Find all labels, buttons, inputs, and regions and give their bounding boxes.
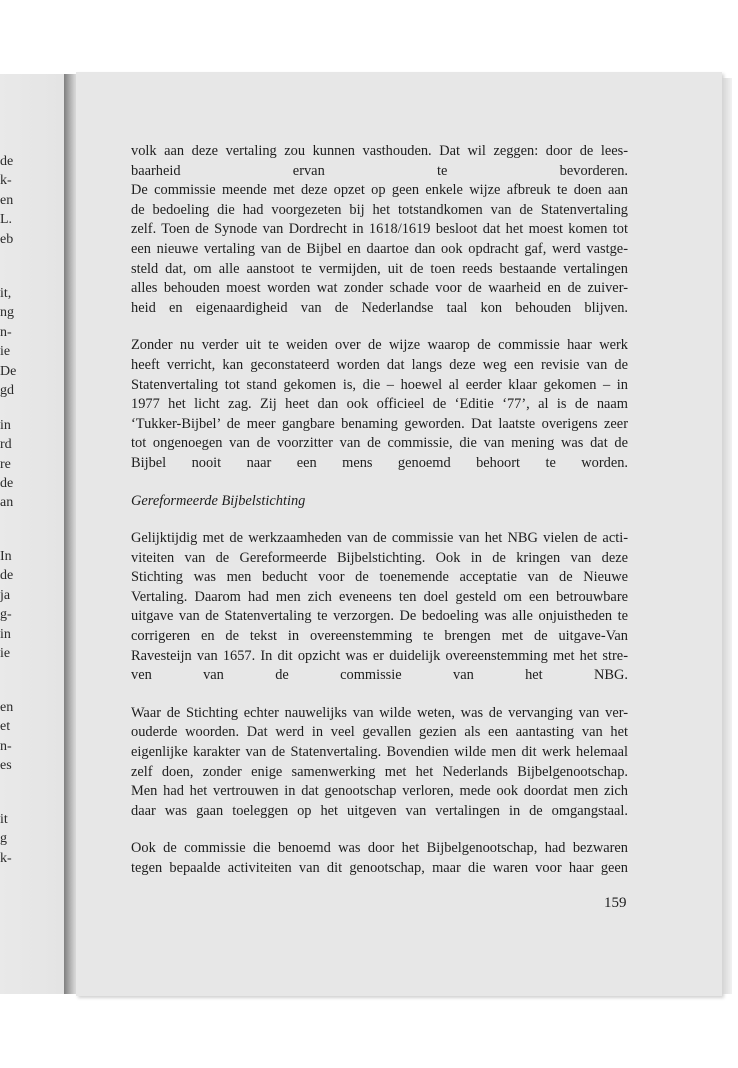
text-line: viteiten van de Gereformeerde Bijbelstichting. Ook in de kringen van deze [131, 549, 628, 566]
left-page-fragment: ng [0, 305, 14, 320]
paragraph-2 [131, 336, 628, 473]
paragraph-3 [131, 529, 628, 686]
text-line: ven van de commissie van het NBG. [131, 667, 628, 684]
text-line: Statenvertaling tot stand gekomen is, die – hoewel al eerder klaar gekomen – in [131, 376, 628, 393]
text-line: Waar de Stichting echter nauwelijks van wilde weten, was de vervanging van ver- [131, 704, 628, 721]
page-number: 159 [604, 895, 627, 911]
left-page-fragment: in [0, 418, 11, 433]
paragraph-5 [131, 839, 628, 878]
text-line: tot ongenoegen van de voorzitter van de commissie, die van mening was dat de [131, 435, 628, 452]
text-line: eigenlijke karakter van de Statenvertaling. Bovendien wilde men dit werk helemaal [131, 744, 628, 761]
text-line: Bijbel nooit naar een mens genoemd behoort te worden. [131, 454, 628, 471]
text-line: daar was gaan toeleggen op het uitgeven van vertalingen in de omgangstaal. [131, 802, 628, 819]
text-line: Ravesteijn van 1657. In dit opzicht was er duidelijk overeenstemming met het stre- [131, 647, 628, 664]
left-page-fragment: De [0, 364, 17, 379]
left-page-fragment: k- [0, 851, 12, 866]
text-line: baarheid ervan te bevorderen. [131, 162, 628, 179]
text-line: heeft verricht, kan geconstateerd worden dat langs deze weg een revisie van de [131, 356, 628, 373]
page-edge [722, 78, 732, 994]
text-line: volk aan deze vertaling zou kunnen vasthouden. Dat wil zeggen: door de lees- [131, 143, 628, 159]
text-line: steld dat, om alle aanstoot te vermijden, uit de toen reeds bestaande vertalingen [131, 260, 628, 277]
left-page-fragment: it, [0, 286, 12, 301]
text-line: zelf. Toen de Synode van Dordrecht in 1618/1619 besloot dat het moest komen tot [131, 221, 628, 238]
section-heading: Gereformeerde Bijbelstichting [131, 492, 306, 509]
left-page-fragment: ie [0, 646, 11, 661]
left-page-fragment: it [0, 812, 8, 827]
left-page-fragment: ie [0, 344, 11, 359]
left-page-fragment: n- [0, 325, 12, 340]
text-line: Men had het vertrouwen in dat genootschap verloren, mede ook doordat men zich [131, 783, 628, 800]
text-line: alles behouden moest worden wat zonder schade voor de waarheid en de zuiver- [131, 280, 628, 297]
left-page-fragment: es [0, 758, 12, 773]
left-page-fragment: g- [0, 607, 12, 622]
left-page [0, 74, 64, 994]
text-line: ouderde woorden. Dat werd in veel gevallen gezien als een aantasting van het [131, 724, 628, 741]
body-text [131, 142, 628, 879]
left-page-fragment: k- [0, 173, 12, 188]
left-page-fragment: en [0, 193, 14, 208]
paragraph-1 [131, 142, 628, 318]
text-line: uitgave van de Statenvertaling te verzorgen. De bedoeling was alle onjuistheden te [131, 608, 628, 625]
left-page-fragment: an [0, 495, 14, 510]
left-page-fragment: eb [0, 232, 14, 247]
left-page-fragment: de [0, 154, 14, 169]
text-line: Stichting was men beducht voor de toenemende acceptatie van de Nieuwe [131, 569, 628, 586]
text-line: corrigeren en de tekst in overeenstemming te brengen met de uitgave-Van [131, 628, 628, 645]
text-line: Zonder nu verder uit te weiden over de wijze waarop de commissie haar werk [131, 337, 628, 354]
left-page-fragment: In [0, 549, 12, 564]
text-line: Ook de commissie die benoemd was door het Bijbelgenootschap, had bezwaren [131, 840, 628, 857]
text-line: een nieuwe vertaling van de Bijbel en daartoe dan ook opdracht gaf, werd vastge- [131, 240, 628, 257]
text-line: Gelijktijdig met de werkzaamheden van de commissie van het NBG vielen de acti- [131, 530, 628, 547]
left-page-fragment: gd [0, 383, 14, 398]
left-page-fragment: g [0, 831, 7, 846]
left-page-fragment: et [0, 719, 11, 734]
left-page-fragment: re [0, 457, 11, 472]
left-page-fragment: de [0, 568, 14, 583]
text-line: tegen bepaalde activiteiten van dit genootschap, maar die waren voor haar geen [131, 860, 628, 876]
left-page-fragment: n- [0, 739, 12, 754]
left-page-fragment: in [0, 627, 11, 642]
left-page-fragment: L. [0, 212, 13, 227]
text-line: ‘Tukker-Bijbel’ de meer gangbare benaming geworden. Dat laatste overigens zeer [131, 415, 628, 432]
text-line: Vertaling. Daarom had men zich eveneens ten doel gesteld om een betrouwbare [131, 588, 628, 605]
book-gutter [64, 74, 76, 994]
text-line: zelf doen, zonder enige samenwerking met het Nederlands Bijbelgenootschap. [131, 763, 628, 780]
text-line: heid en eigenaardigheid van de Nederlandse taal kon behouden blijven. [131, 299, 628, 316]
left-page-fragment: de [0, 476, 14, 491]
paragraph-4 [131, 704, 628, 822]
left-page-fragment: rd [0, 437, 12, 452]
left-page-fragment: ja [0, 588, 11, 603]
text-line: de bedoeling die had voorgezeten bij het totstandkomen van de Statenvertaling [131, 201, 628, 218]
text-line: 1977 het licht zag. Zij heet dan ook officieel de ‘Editie ‘77’, al is de naam [131, 396, 628, 413]
left-page-fragment: en [0, 700, 14, 715]
text-line: De commissie meende met deze opzet op geen enkele wijze afbreuk te doen aan [131, 182, 628, 199]
